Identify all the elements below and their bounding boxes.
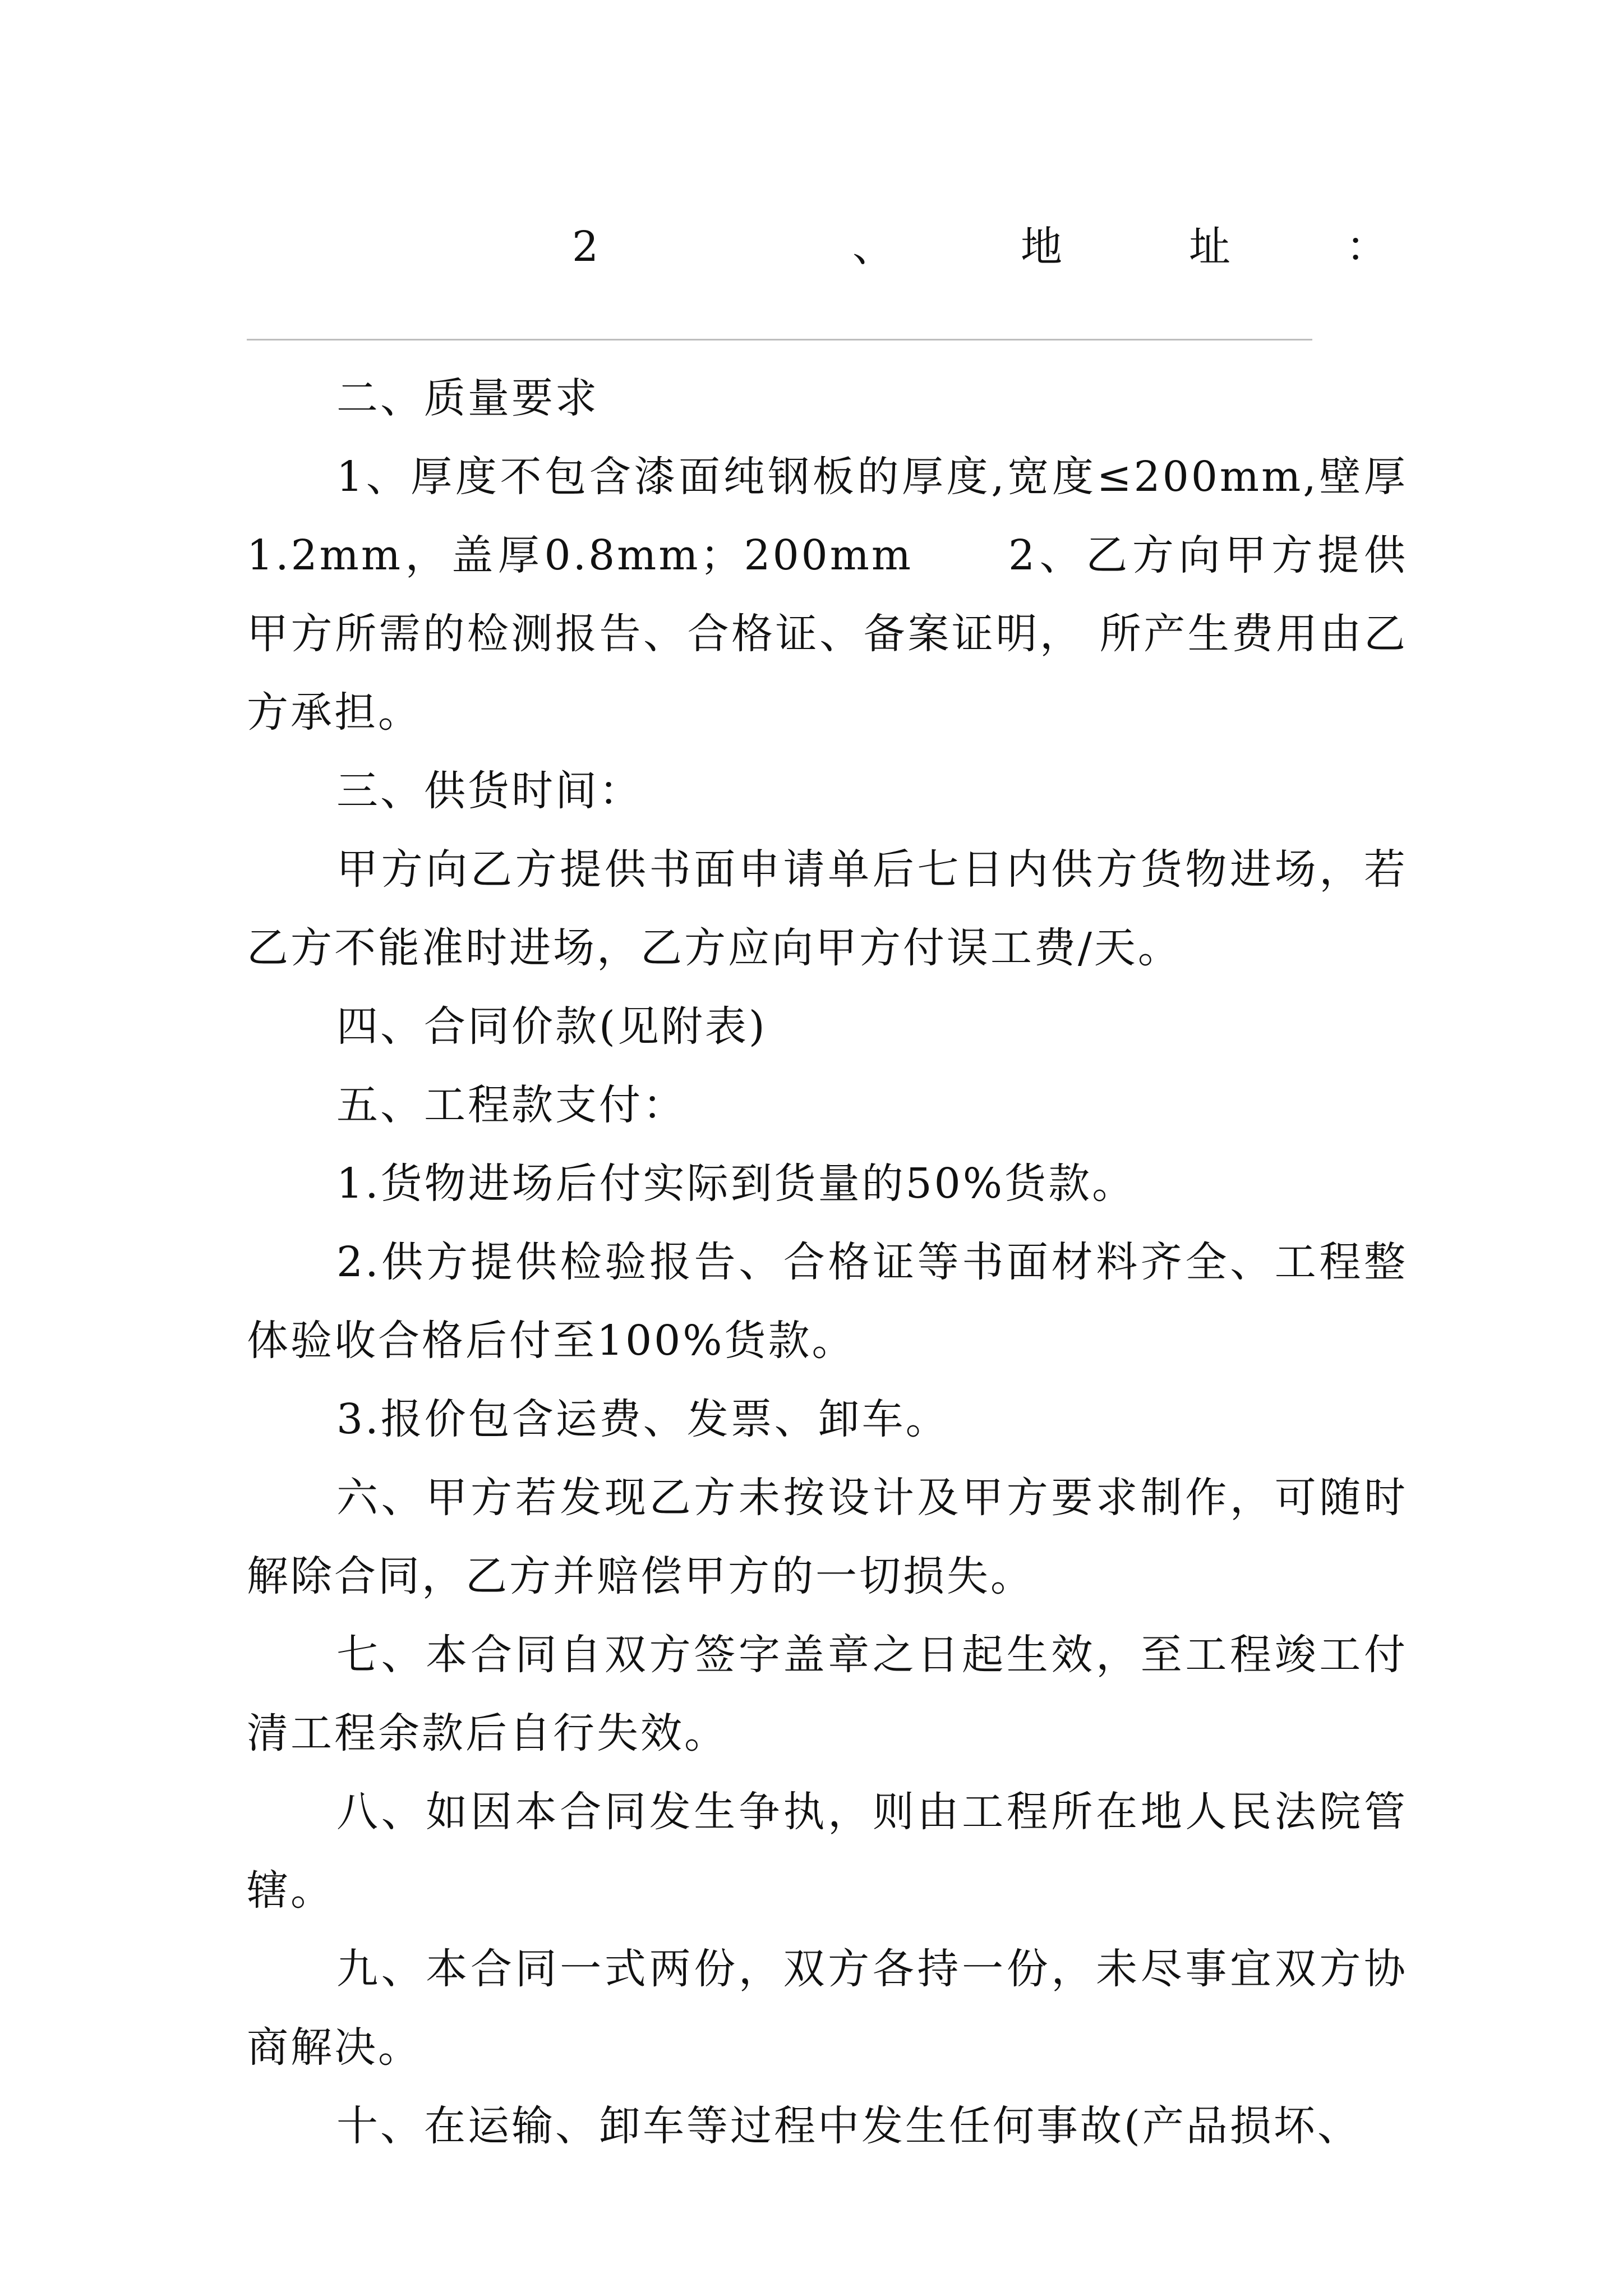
section-delivery-heading: 三、供货时间： <box>336 767 643 815</box>
address-separator: 、 <box>852 223 894 271</box>
clause-nine: 九、本合同一式两份，双方各持一份，未尽事宜双方协商解决。 <box>247 1945 1408 2072</box>
section-payment-heading: 五、工程款支付： <box>336 1081 686 1129</box>
address-char-2: 址 <box>1189 223 1230 271</box>
clause-eight: 八、如因本合同发生争执，则由工程所在地人民法院管辖。 <box>247 1788 1408 1915</box>
address-colon: ： <box>1346 223 1387 271</box>
address-fill-line <box>247 339 1312 341</box>
clause-seven: 七、本合同自双方签字盖章之日起生效，至工程竣工付清工程余款后自行失效。 <box>247 1631 1408 1757</box>
payment-item-1: 1.货物进场后付实际到货量的50%货款。 <box>336 1159 1136 1208</box>
section-price-heading: 四、合同价款(见附表) <box>336 1002 767 1051</box>
address-number: 2 <box>572 223 599 271</box>
quality-clause: 1、厚度不包含漆面纯钢板的厚度,宽度≤200mm,壁厚1.2mm，盖厚0.8mm；200mm 2、乙方向甲方提供甲方所需的检测报告、合格证、备案证明， 所产生费用由乙方承担。 <box>247 453 1408 737</box>
clause-ten: 十、在运输、卸车等过程中发生任何事故(产品损坏、 <box>336 2102 1361 2150</box>
delivery-clause: 甲方向乙方提供书面申请单后七日内供方货物进场，若乙方不能准时进场，乙方应向甲方付误工费/天。 <box>247 845 1408 972</box>
address-line <box>247 213 1402 280</box>
payment-item-2: 2.供方提供检验报告、合格证等书面材料齐全、工程整体验收合格后付至100%货款。 <box>247 1238 1408 1365</box>
clause-six: 六、甲方若发现乙方未按设计及甲方要求制作，可随时解除合同，乙方并赔偿甲方的一切损失。 <box>247 1474 1408 1600</box>
payment-item-3: 3.报价包含运费、发票、卸车。 <box>336 1395 949 1443</box>
section-quality-heading: 二、质量要求 <box>336 374 599 422</box>
address-char-1: 地 <box>1021 223 1062 271</box>
contract-body <box>247 359 1408 2165</box>
